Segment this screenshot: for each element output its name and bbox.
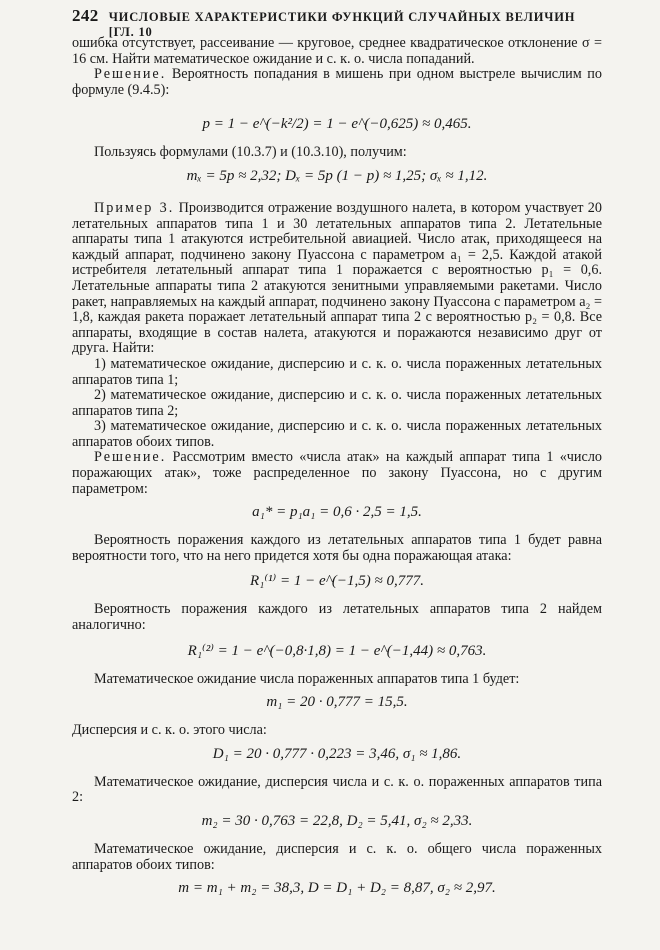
example-3-text: Производится отражение воздушного налета, в котором участвует 20 летательных аппаратов типа 1 и 30 летательных аппаратов типа 2. Летательные аппараты типа 1 атакуются истребительной авиацией. Число атак, приходящееся на каждый аппарат, подчинено закону Пуассона с параметром a₁ = 2,5. Каждой атакой истребителя летательный аппарат типа 1 поражается с вероятностью p₁ = 0,6. Летательные аппараты типа 2 атакуются зенитными управляемыми ракетами. Число ракет, направляемых на каждый аппарат, подчинено закону Пуассона с параметром a₂ = 1,8, каждая ракета поражает летательный аппарат типа 2 с вероятностью p₂ = 0,8. Все аппараты, входящие в состав налета, атакуются и поражаются независимо друг от друга. Найти: (72, 199, 602, 357)
page-header (72, 6, 602, 39)
formula-m2: m₂ = 30 · 0,763 = 22,8, D₂ = 5,41, σ₂ ≈ 2,33. (201, 813, 473, 829)
paragraph-total: Математическое ожидание, дисперсия и с. к. о. общего числа пораженных аппаратов обоих типов: (72, 841, 602, 873)
solution-label: Решение. (94, 449, 167, 466)
paragraph-d1: Дисперсия и с. к. о. этого числа: (72, 722, 267, 739)
formula-probability: p = 1 − e^(−k²/2) = 1 − e^(−0,625) ≈ 0,465. (202, 116, 472, 133)
formula-a1-star: a₁* = p₁a₁ = 0,6 · 2,5 = 1,5. (252, 504, 422, 521)
formula-total: m = m₁ + m₂ = 38,3, D = D₁ + D₂ = 8,87, σ₂ ≈ 2,97. (178, 880, 496, 897)
paragraph-r1: Вероятность поражения каждого из летательных аппаратов типа 1 будет равна вероятности того, что на него придется хотя бы одна поражающая атака: (72, 532, 602, 564)
task-item: 2) математическое ожидание, дисперсию и с. к. о. числа пораженных летательных аппаратов типа 2; (72, 387, 602, 419)
formula-m1: m₁ = 20 · 0,777 = 15,5. (266, 694, 408, 711)
formula-d1: D₁ = 20 · 0,777 · 0,223 = 3,46, σ₁ ≈ 1,86. (212, 745, 462, 762)
solution-1-paragraph (72, 67, 602, 98)
solution-2-text: Рассмотрим вместо «числа атак» на каждый аппарат типа 1 «число поражающих атак», тоже распределенное по закону Пуассона, но с другим параметром: (72, 449, 602, 497)
solution-2-paragraph (72, 450, 602, 497)
running-title: ЧИСЛОВЫЕ ХАРАКТЕРИСТИКИ ФУНКЦИЙ СЛУЧАЙНЫХ ВЕЛИЧИН [ГЛ. 10 (108, 10, 576, 39)
solution-1-text: Вероятность попадания в мишень при одном выстреле вычислим по формуле (9.4.5): (72, 66, 602, 98)
formula-results-1: mₓ = 5p ≈ 2,32; Dₓ = 5p (1 − p) ≈ 1,25; σₓ ≈ 1,12. (186, 167, 488, 184)
page-number: 242 (72, 6, 99, 25)
paragraph-m2: Математическое ожидание, дисперсия числа и с. к. о. пораженных аппаратов типа 2: (72, 773, 602, 806)
paragraph-m1: Математическое ожидание числа пораженных аппаратов типа 1 будет: (94, 670, 520, 687)
task-item: 3) математическое ожидание, дисперсию и с. к. о. числа пораженных летательных аппаратов обоих типов. (72, 418, 602, 450)
example-3-paragraph (72, 201, 602, 357)
paragraph-r2: Вероятность поражения каждого из летательных аппаратов типа 2 найдем аналогично: (72, 601, 602, 634)
task-item: 1) математическое ожидание, дисперсию и с. к. о. числа пораженных летательных аппаратов типа 1; (72, 355, 602, 388)
example-label: Пример 3. (94, 199, 175, 216)
formula-r2: R₁⁽²⁾ = 1 − e^(−0,8·1,8) = 1 − e^(−1,44) ≈ 0,763. (187, 642, 487, 659)
formula-r1: R₁⁽¹⁾ = 1 − e^(−1,5) ≈ 0,777. (249, 573, 425, 590)
intro-paragraph: ошибка отсутствует, рассеивание — круговое, среднее квадратическое отклонение σ = 16 см. Найти математическое ожидание и с. к. о. числа попаданий. (72, 35, 602, 67)
solution-label: Решение. (94, 66, 167, 83)
formulas-reference-paragraph: Пользуясь формулами (10.3.7) и (10.3.10), получим: (94, 144, 407, 161)
